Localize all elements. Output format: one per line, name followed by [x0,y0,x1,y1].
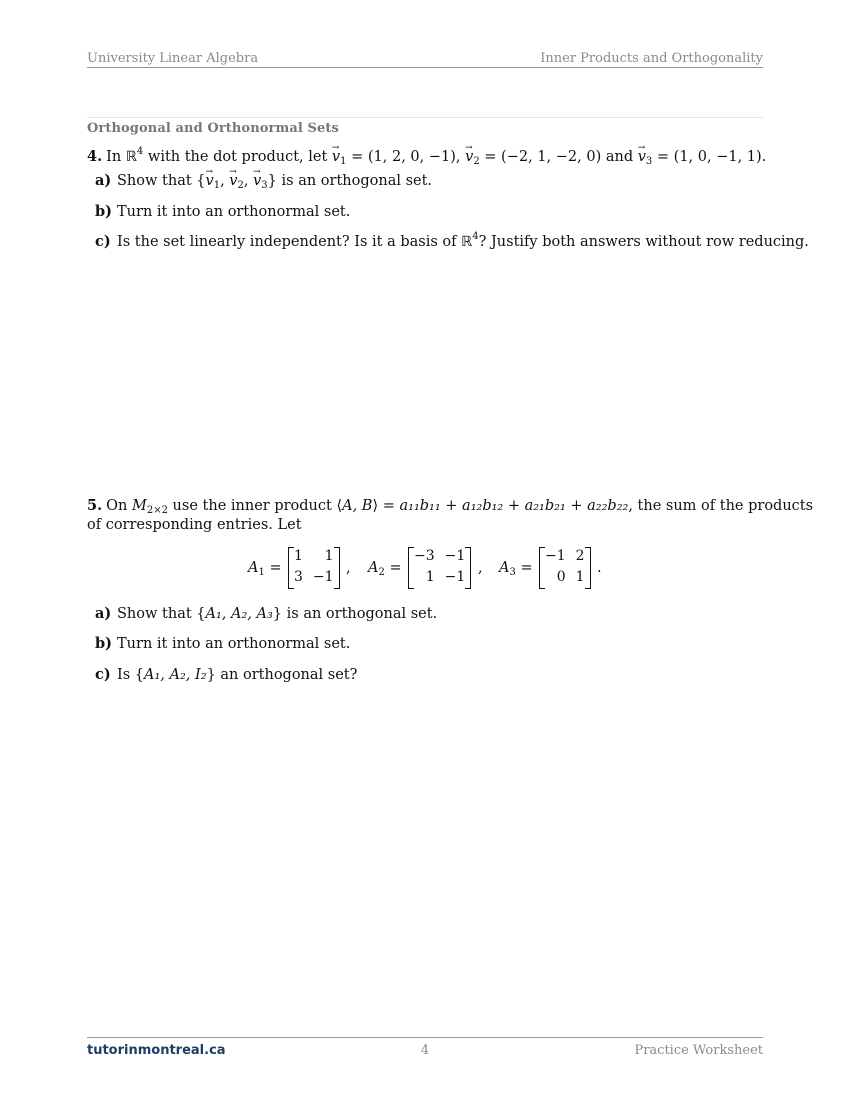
question-5-stem-line-2: of corresponding entries. Let [87,517,302,533]
question-5-part-b: b) Turn it into an orthonormal set. [95,635,351,652]
matrix-a1-label: $A_1$ = [248,560,282,578]
matrix-a3: −1 2 0 1 [539,547,591,589]
reals-symbol: ℝ [125,149,137,165]
matrix-definitions: $A_1$ = 1 1 3 −1 , $A_2$ = −3 −1 1 −1 , $A_3$ = −1 2 0 1 . [87,545,763,595]
matrix-a1: 1 1 3 −1 [288,547,340,589]
question-4-part-a: a) Show that {→ $v_1$, → $v_2$, → $v_3$} is an orthogonal set. [95,172,432,190]
header-course-title: University Linear Algebra [87,51,259,66]
vector-v2: → v [465,148,473,166]
footer-website-link[interactable]: tutorinmontreal.ca [87,1043,226,1058]
matrix-a2: −3 −1 1 −1 [408,547,471,589]
part-label: a) [95,605,112,622]
question-5-part-c: c) Is {A₁, A₂, I₂} an orthogonal set? [95,666,358,683]
question-5-stem-line-1: 5. On $M_{2\times 2}$ use the inner product ⟨A, B⟩ = a₁₁b₁₁ + a₁₂b₁₂ + a₂₁b₂₁ + a₂₂b₂₂, the sum of the products [87,497,814,516]
inner-product-formula: a₁₁b₁₁ + a₁₂b₁₂ + a₂₁b₂₁ + a₂₂b₂₂ [399,498,629,514]
part-label: c) [95,666,111,683]
section-title: Orthogonal and Orthonormal Sets [87,121,339,136]
vector-v1: → v [332,148,340,166]
part-label: c) [95,233,111,250]
header-chapter-title: Inner Products and Orthogonality [540,51,763,66]
header-rule [87,67,763,68]
page-number: 4 [420,1043,430,1058]
question-4-part-c: c) Is the set linearly independent? Is it a basis of ℝ$^4$? Justify both answers without row reducing. [95,231,809,250]
matrix-a2-label: $A_2$ = [368,560,402,578]
vector-v3: → v [638,148,646,166]
question-5-part-a: a) Show that {A₁, A₂, A₃} is an orthogonal set. [95,605,438,622]
matrix-a3-label: $A_3$ = [499,560,533,578]
part-label: a) [95,172,112,189]
footer-doc-type: Practice Worksheet [634,1043,763,1058]
reals-symbol: ℝ [461,234,473,250]
section-rule [87,117,763,118]
question-number: 5. [87,497,103,514]
question-4-part-b: b) Turn it into an orthonormal set. [95,203,351,220]
part-label: b) [95,635,112,652]
question-number: 4. [87,148,103,165]
part-label: b) [95,203,112,220]
footer-rule [87,1037,763,1038]
question-4-stem: 4. In ℝ$^4$ with the dot product, let → $v_1 = (1$, 2, 0, −1), → $v_2 = (-2$, 1, −2, 0) and → $v_3 = (1$, 0, −1, 1). [87,148,766,166]
